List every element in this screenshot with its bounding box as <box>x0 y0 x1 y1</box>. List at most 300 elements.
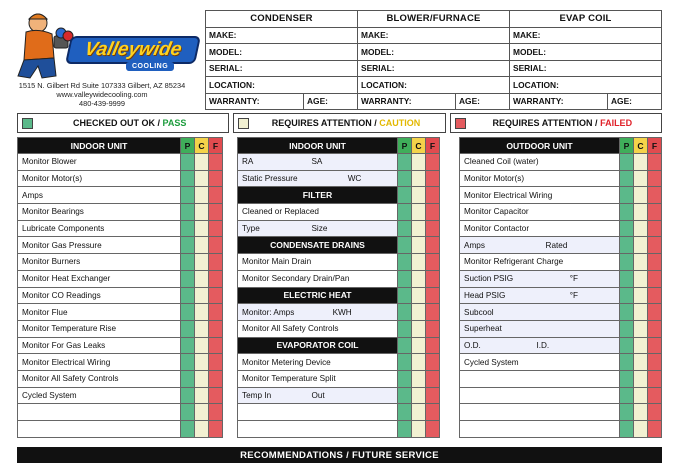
fail-checkbox[interactable] <box>209 170 223 187</box>
caution-checkbox[interactable] <box>195 270 209 287</box>
table-row <box>238 354 440 371</box>
middle-table <box>237 137 440 438</box>
fail-checkbox[interactable] <box>209 270 223 287</box>
indoor-unit-column <box>17 137 223 438</box>
middle-column <box>237 137 440 438</box>
blank-row <box>460 404 620 421</box>
table-row <box>238 387 440 404</box>
caution-checkbox[interactable] <box>195 204 209 221</box>
pass-checkbox[interactable] <box>398 370 412 387</box>
indoor-checklist-item: Lubricate Components <box>18 220 181 237</box>
table-row <box>18 337 223 354</box>
pass-checkbox[interactable] <box>398 304 412 321</box>
cleaned-replaced-item: Cleaned or Replaced <box>238 204 398 221</box>
pass-checkbox[interactable] <box>181 320 195 337</box>
fail-checkbox[interactable] <box>426 387 440 404</box>
caution-checkbox[interactable] <box>195 220 209 237</box>
electric-heat-section-title: ELECTRIC HEAT <box>238 287 398 304</box>
evap-model-field[interactable]: MODEL: <box>510 44 662 61</box>
table-row <box>18 320 223 337</box>
caution-checkbox[interactable] <box>195 287 209 304</box>
indoor-checklist-item: Monitor Blower <box>18 154 181 171</box>
fail-checkbox[interactable] <box>426 354 440 371</box>
static-pressure-field[interactable] <box>238 170 398 187</box>
pass-checkbox[interactable] <box>620 354 634 371</box>
table-row <box>460 220 662 237</box>
pass-checkbox[interactable] <box>398 320 412 337</box>
fail-checkbox[interactable] <box>209 421 223 438</box>
pass-checkbox[interactable] <box>398 354 412 371</box>
pass-checkbox[interactable] <box>620 337 634 354</box>
fail-checkbox[interactable] <box>209 154 223 171</box>
caution-checkbox[interactable] <box>195 304 209 321</box>
caution-checkbox[interactable] <box>195 154 209 171</box>
condenser-model-field[interactable]: MODEL: <box>206 44 358 61</box>
indoor-checklist-item: Monitor All Safety Controls <box>18 370 181 387</box>
caution-checkbox[interactable] <box>195 237 209 254</box>
caution-checkbox[interactable] <box>412 237 426 254</box>
fail-checkbox[interactable] <box>426 187 440 204</box>
caution-checkbox[interactable] <box>412 354 426 371</box>
caution-checkbox[interactable] <box>634 237 648 254</box>
cycled-system-item: Cycled System <box>460 354 620 371</box>
evap-coil-section-title: EVAPORATOR COIL <box>238 337 398 354</box>
caution-checkbox[interactable] <box>195 187 209 204</box>
blower-warranty-field[interactable]: WARRANTY: <box>358 93 456 110</box>
fail-checkbox[interactable] <box>648 287 662 304</box>
p-header: P <box>620 138 634 154</box>
temp-split-item: Monitor Temperature Split <box>238 370 398 387</box>
table-row <box>18 404 223 421</box>
caution-checkbox[interactable] <box>412 304 426 321</box>
suction-psig-field[interactable] <box>460 270 620 287</box>
fail-checkbox[interactable] <box>648 170 662 187</box>
fail-checkbox[interactable] <box>209 354 223 371</box>
caution-checkbox[interactable] <box>412 187 426 204</box>
fail-checkbox[interactable] <box>209 304 223 321</box>
table-row <box>238 154 440 171</box>
outdoor-unit-table <box>459 137 662 438</box>
pass-checkbox[interactable] <box>398 204 412 221</box>
indoor-unit-title: INDOOR UNIT <box>18 138 181 154</box>
table-row <box>238 204 440 221</box>
fail-checkbox[interactable] <box>426 304 440 321</box>
indoor-checklist-item: Monitor Heat Exchanger <box>18 270 181 287</box>
fail-checkbox[interactable] <box>648 354 662 371</box>
indoor-checklist-item: Monitor Temperature Rise <box>18 320 181 337</box>
fail-checkbox[interactable] <box>648 404 662 421</box>
table-row <box>460 370 662 387</box>
table-row <box>460 421 662 438</box>
fail-checkbox[interactable] <box>209 404 223 421</box>
pass-checkbox[interactable] <box>620 204 634 221</box>
fail-checkbox[interactable] <box>648 220 662 237</box>
fail-checkbox[interactable] <box>648 387 662 404</box>
table-row <box>238 187 440 204</box>
caution-checkbox[interactable] <box>634 287 648 304</box>
caution-checkbox[interactable] <box>412 404 426 421</box>
caution-checkbox[interactable] <box>634 270 648 287</box>
id-label: I.D. <box>536 340 550 350</box>
caution-checkbox[interactable] <box>634 187 648 204</box>
evap-coil-header: EVAP COIL <box>510 11 662 28</box>
table-row <box>18 287 223 304</box>
caution-checkbox[interactable] <box>634 304 648 321</box>
pass-checkbox[interactable] <box>181 187 195 204</box>
amps-rated-field[interactable] <box>460 237 620 254</box>
pass-checkbox[interactable] <box>620 170 634 187</box>
blank-row <box>238 404 398 421</box>
fail-checkbox[interactable] <box>648 370 662 387</box>
condenser-serial-field[interactable]: SERIAL: <box>206 60 358 77</box>
caution-checkbox[interactable] <box>634 337 648 354</box>
pass-checkbox[interactable] <box>181 254 195 271</box>
pass-checkbox[interactable] <box>620 304 634 321</box>
p-header: P <box>181 138 195 154</box>
recommendations-header: RECOMMENDATIONS / FUTURE SERVICE <box>17 447 662 463</box>
pass-checkbox[interactable] <box>398 220 412 237</box>
blank-row <box>460 370 620 387</box>
caution-checkbox[interactable] <box>634 154 648 171</box>
fail-checkbox[interactable] <box>426 287 440 304</box>
legend-pass-word: PASS <box>162 118 187 128</box>
indoor-checklist-item: Monitor Flue <box>18 304 181 321</box>
table-row <box>238 370 440 387</box>
caution-checkbox[interactable] <box>195 370 209 387</box>
caution-checkbox[interactable] <box>195 354 209 371</box>
cleaned-coil-item: Cleaned Coil (water) <box>460 154 620 171</box>
table-row <box>460 154 662 171</box>
fail-checkbox[interactable] <box>426 320 440 337</box>
fail-checkbox[interactable] <box>426 154 440 171</box>
filter-section-title: FILTER <box>238 187 398 204</box>
caution-checkbox[interactable] <box>634 320 648 337</box>
fail-checkbox[interactable] <box>648 204 662 221</box>
table-row <box>460 304 662 321</box>
blower-make-field[interactable]: MAKE: <box>358 27 510 44</box>
table-row <box>18 254 223 271</box>
refrigerant-charge-item: Monitor Refrigerant Charge <box>460 254 620 271</box>
subcool-field[interactable]: Subcool <box>460 304 620 321</box>
fail-checkbox[interactable] <box>209 237 223 254</box>
condenser-warranty-field[interactable]: WARRANTY: <box>206 93 304 110</box>
pass-checkbox[interactable] <box>398 404 412 421</box>
table-row <box>18 421 223 438</box>
motors-item: Monitor Motor(s) <box>460 170 620 187</box>
table-row <box>18 370 223 387</box>
pass-checkbox[interactable] <box>181 404 195 421</box>
evap-age-field[interactable]: AGE: <box>608 93 662 110</box>
fail-checkbox[interactable] <box>209 220 223 237</box>
company-contact <box>2 81 202 108</box>
c-header: C <box>634 138 648 154</box>
legend-caution-word: CAUTION <box>379 118 421 128</box>
fail-checkbox[interactable] <box>209 370 223 387</box>
fail-checkbox[interactable] <box>648 421 662 438</box>
caution-checkbox[interactable] <box>634 370 648 387</box>
legend-caution-text: REQUIRES ATTENTION / <box>271 118 380 128</box>
blower-age-field[interactable]: AGE: <box>456 93 510 110</box>
pass-checkbox[interactable] <box>620 154 634 171</box>
condenser-age-field[interactable]: AGE: <box>304 93 358 110</box>
table-row <box>460 237 662 254</box>
caution-checkbox[interactable] <box>195 320 209 337</box>
pass-checkbox[interactable] <box>181 204 195 221</box>
evap-make-field[interactable]: MAKE: <box>510 27 662 44</box>
table-row <box>18 304 223 321</box>
pass-checkbox[interactable] <box>181 304 195 321</box>
pass-checkbox[interactable] <box>620 387 634 404</box>
fail-checkbox[interactable] <box>426 220 440 237</box>
sa-label: SA <box>311 157 323 167</box>
amps-kwh-field[interactable] <box>238 304 398 321</box>
blank-row <box>460 421 620 438</box>
caution-checkbox[interactable] <box>195 170 209 187</box>
legend-failed-text: REQUIRES ATTENTION / <box>492 118 601 128</box>
fail-checkbox[interactable] <box>648 304 662 321</box>
fail-checkbox[interactable] <box>426 404 440 421</box>
fail-checkbox[interactable] <box>209 187 223 204</box>
fail-checkbox[interactable] <box>209 204 223 221</box>
caution-checkbox[interactable] <box>195 337 209 354</box>
pass-checkbox[interactable] <box>620 187 634 204</box>
c-header: C <box>412 138 426 154</box>
caution-checkbox[interactable] <box>634 354 648 371</box>
fail-checkbox[interactable] <box>648 187 662 204</box>
table-row <box>460 204 662 221</box>
caution-checkbox[interactable] <box>195 254 209 271</box>
main-drain-item: Monitor Main Drain <box>238 254 398 271</box>
table-row <box>18 154 223 171</box>
head-label: Head PSIG <box>464 290 506 300</box>
temp-in-out-field[interactable] <box>238 387 398 404</box>
table-row <box>238 404 440 421</box>
fail-checkbox[interactable] <box>426 370 440 387</box>
fail-checkbox[interactable] <box>648 254 662 271</box>
caution-checkbox[interactable] <box>634 204 648 221</box>
fail-checkbox[interactable] <box>426 421 440 438</box>
pass-checkbox[interactable] <box>181 337 195 354</box>
pass-checkbox[interactable] <box>398 170 412 187</box>
failed-swatch <box>455 118 466 129</box>
head-psig-field[interactable] <box>460 287 620 304</box>
rated-label: Rated <box>545 240 568 250</box>
table-row <box>18 187 223 204</box>
f-header: F <box>426 138 440 154</box>
superheat-field[interactable]: Superheat <box>460 320 620 337</box>
pass-checkbox[interactable] <box>398 237 412 254</box>
pass-checkbox[interactable] <box>398 270 412 287</box>
pass-checkbox[interactable] <box>181 154 195 171</box>
caution-checkbox[interactable] <box>412 337 426 354</box>
pass-checkbox[interactable] <box>181 287 195 304</box>
table-row <box>238 304 440 321</box>
indoor-checklist-item: Monitor Gas Pressure <box>18 237 181 254</box>
legend-pass-text: CHECKED OUT OK / <box>72 118 163 128</box>
fail-checkbox[interactable] <box>648 237 662 254</box>
head-deg-label: °F <box>569 290 578 300</box>
pass-checkbox[interactable] <box>620 370 634 387</box>
caution-checkbox[interactable] <box>412 204 426 221</box>
pass-checkbox[interactable] <box>398 421 412 438</box>
pass-checkbox[interactable] <box>398 254 412 271</box>
pass-checkbox[interactable] <box>620 404 634 421</box>
table-row <box>460 170 662 187</box>
pass-checkbox[interactable] <box>620 421 634 438</box>
table-row <box>238 237 440 254</box>
out-label: Out <box>311 390 325 400</box>
fail-checkbox[interactable] <box>426 237 440 254</box>
table-row <box>460 270 662 287</box>
legend-caution <box>233 113 445 133</box>
logo-wordmark: Valleywide <box>82 39 184 60</box>
caution-checkbox[interactable] <box>412 154 426 171</box>
fail-checkbox[interactable] <box>648 337 662 354</box>
fail-checkbox[interactable] <box>426 170 440 187</box>
table-row <box>18 237 223 254</box>
fail-checkbox[interactable] <box>648 270 662 287</box>
fail-checkbox[interactable] <box>648 320 662 337</box>
evap-serial-field[interactable]: SERIAL: <box>510 60 662 77</box>
blower-furnace-header: BLOWER/FURNACE <box>358 11 510 28</box>
table-row <box>238 270 440 287</box>
caution-checkbox[interactable] <box>634 254 648 271</box>
pass-checkbox[interactable] <box>620 220 634 237</box>
fail-checkbox[interactable] <box>209 387 223 404</box>
caution-checkbox[interactable] <box>634 387 648 404</box>
indoor-checklist-item: Monitor Electrical Wiring <box>18 354 181 371</box>
pass-checkbox[interactable] <box>181 387 195 404</box>
table-row <box>460 404 662 421</box>
contactor-item: Monitor Contactor <box>460 220 620 237</box>
monitor-amps-label: Monitor: Amps <box>242 307 295 317</box>
pass-checkbox[interactable] <box>620 237 634 254</box>
evap-warranty-field[interactable]: WARRANTY: <box>510 93 608 110</box>
pass-checkbox[interactable] <box>398 337 412 354</box>
blank-row <box>238 421 398 438</box>
blower-model-field[interactable]: MODEL: <box>358 44 510 61</box>
pass-checkbox[interactable] <box>620 287 634 304</box>
indoor-checklist-item: Monitor Burners <box>18 254 181 271</box>
table-row <box>460 187 662 204</box>
table-row <box>18 387 223 404</box>
type-size-field[interactable] <box>238 220 398 237</box>
caution-checkbox[interactable] <box>195 404 209 421</box>
pass-checkbox[interactable] <box>398 387 412 404</box>
blower-serial-field[interactable]: SERIAL: <box>358 60 510 77</box>
caution-checkbox[interactable] <box>634 421 648 438</box>
metering-device-item: Monitor Metering Device <box>238 354 398 371</box>
caution-checkbox[interactable] <box>412 170 426 187</box>
caution-checkbox[interactable] <box>634 170 648 187</box>
od-id-field[interactable] <box>460 337 620 354</box>
pass-checkbox[interactable] <box>398 287 412 304</box>
fail-checkbox[interactable] <box>209 287 223 304</box>
caution-checkbox[interactable] <box>412 254 426 271</box>
table-row <box>238 170 440 187</box>
company-phone: 480-439-9999 <box>78 99 126 108</box>
caution-checkbox[interactable] <box>412 320 426 337</box>
table-row <box>238 337 440 354</box>
table-row <box>18 170 223 187</box>
pass-checkbox[interactable] <box>181 237 195 254</box>
pass-checkbox[interactable] <box>181 354 195 371</box>
condenser-make-field[interactable]: MAKE: <box>206 27 358 44</box>
secondary-drain-item: Monitor Secondary Drain/Pan <box>238 270 398 287</box>
suction-deg-label: °F <box>569 274 578 284</box>
ra-sa-field[interactable] <box>238 154 398 171</box>
indoor-unit-table <box>17 137 223 438</box>
condenser-location-field[interactable]: LOCATION: <box>206 77 358 94</box>
caution-checkbox[interactable] <box>634 404 648 421</box>
wc-label: WC <box>347 174 362 184</box>
caution-checkbox[interactable] <box>634 220 648 237</box>
pass-checkbox[interactable] <box>181 421 195 438</box>
safety-controls-item: Monitor All Safety Controls <box>238 320 398 337</box>
table-row <box>18 204 223 221</box>
company-website: www.valleywidecooling.com <box>56 90 148 99</box>
pass-checkbox[interactable] <box>181 370 195 387</box>
pass-checkbox[interactable] <box>398 154 412 171</box>
pass-checkbox[interactable] <box>620 254 634 271</box>
static-pressure-label: Static Pressure <box>242 174 298 184</box>
caution-checkbox[interactable] <box>412 421 426 438</box>
caution-checkbox[interactable] <box>195 421 209 438</box>
table-row <box>238 287 440 304</box>
ra-label: RA <box>242 157 254 167</box>
fail-checkbox[interactable] <box>209 320 223 337</box>
fail-checkbox[interactable] <box>426 270 440 287</box>
pass-checkbox[interactable] <box>620 270 634 287</box>
fail-checkbox[interactable] <box>209 337 223 354</box>
indoor-checklist-item <box>18 421 181 438</box>
caution-checkbox[interactable] <box>412 287 426 304</box>
pass-checkbox[interactable] <box>620 320 634 337</box>
caution-swatch <box>238 118 249 129</box>
caution-checkbox[interactable] <box>412 387 426 404</box>
caution-checkbox[interactable] <box>195 387 209 404</box>
amps-label: Amps <box>464 240 485 250</box>
kwh-label: KWH <box>332 307 352 317</box>
evap-location-field[interactable]: LOCATION: <box>510 77 662 94</box>
caution-checkbox[interactable] <box>412 270 426 287</box>
table-row <box>238 254 440 271</box>
size-label: Size <box>311 224 328 234</box>
fail-checkbox[interactable] <box>426 337 440 354</box>
fail-checkbox[interactable] <box>426 204 440 221</box>
pass-checkbox[interactable] <box>181 220 195 237</box>
pass-swatch <box>22 118 33 129</box>
pass-checkbox[interactable] <box>181 270 195 287</box>
fail-checkbox[interactable] <box>426 254 440 271</box>
indoor-checklist-item: Amps <box>18 187 181 204</box>
table-row <box>460 387 662 404</box>
caution-checkbox[interactable] <box>412 370 426 387</box>
fail-checkbox[interactable] <box>209 254 223 271</box>
logo-subtext: COOLING <box>126 62 174 71</box>
caution-checkbox[interactable] <box>412 220 426 237</box>
table-row <box>18 354 223 371</box>
f-header: F <box>648 138 662 154</box>
suction-label: Suction PSIG <box>464 274 514 284</box>
pass-checkbox[interactable] <box>181 170 195 187</box>
type-label: Type <box>242 224 260 234</box>
pass-checkbox[interactable] <box>398 187 412 204</box>
logo-banner <box>65 36 201 64</box>
blower-location-field[interactable]: LOCATION: <box>358 77 510 94</box>
f-header: F <box>209 138 223 154</box>
fail-checkbox[interactable] <box>648 154 662 171</box>
